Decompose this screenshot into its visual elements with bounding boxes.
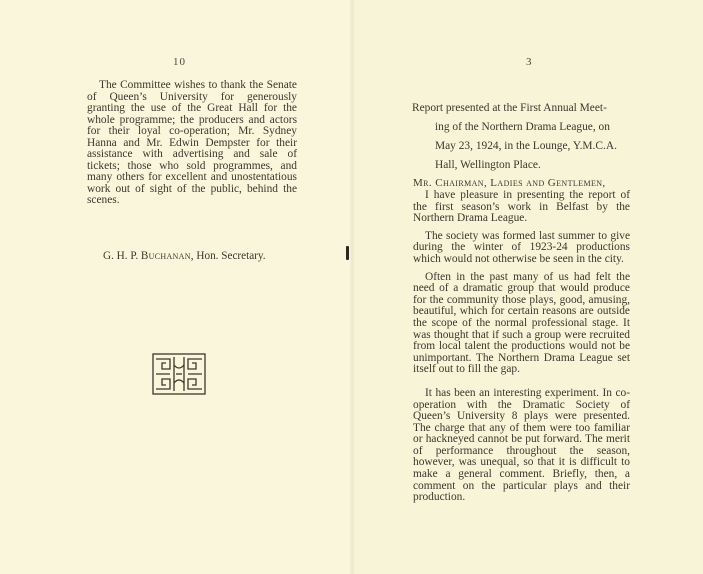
celtic-knot-ornament-icon: [152, 353, 206, 395]
margin-mark: [346, 246, 349, 260]
report-heading-line-4: Hall, Wellington Place.: [435, 159, 541, 171]
report-paragraph-2: The society was formed last summer to give during the winter of 1923-24 productions which would not otherwise be seen in the city.: [413, 229, 630, 265]
book-gutter: [349, 0, 355, 574]
report-heading-line-2: ing of the Northern Drama League, on: [435, 121, 610, 133]
signature-initials: G. H. P.: [103, 250, 139, 262]
report-heading: [412, 99, 652, 175]
report-heading-line-1: Report presented at the First Annual Meet-: [412, 102, 607, 114]
salutation: Mr. Chairman, Ladies and Gentlemen,: [413, 177, 606, 189]
report-heading-line-3: May 23, 1924, in the Lounge, Y.M.C.A.: [435, 140, 617, 152]
right-page-number: 3: [526, 56, 533, 68]
report-paragraph-3: Often in the past many of us had felt the need of a dramatic group that would produce for the community those plays, good, amusing, beautiful, which for certain reasons are outside the scope of the normal professional stage. It was thought that if such a group were recruited from local talent the productions would not be unimportant. The Northern Drama League set itself out to fill the gap.: [413, 270, 630, 376]
report-paragraph-4: It has been an interesting experiment. In co-operation with the Dramatic Society of Queen’s University 8 plays were presented. The charge that any of them were too familiar or hackneyed cannot be put forward. The merit of performance throughout the season, however, was unequal, so that it is difficult to make a general comment. Briefly, then, a comment on the particular plays and their production.: [413, 386, 630, 504]
signature-name: Buchanan: [140, 250, 191, 262]
acknowledgement-paragraph: The Committee wishes to thank the Senate of Queen’s University for generously granting the use of the Great Hall for the whole programme; the producers and actors for their loyal co-operation; Mr. Sydney Hanna and Mr. Edwin Dempster for their assistance with advertising and sale of tickets; those who sold programmes, and many others for excellent and unostentatious work out of sight of the public, behind the scenes.: [87, 79, 297, 206]
signature-line: [103, 250, 303, 262]
signature-title: , Hon. Secretary.: [190, 250, 266, 262]
report-paragraph-1: I have pleasure in presenting the report of the first season’s work in Belfast by the Northern Drama League.: [413, 189, 630, 225]
left-page-number: 10: [173, 56, 186, 68]
report-body: [413, 190, 630, 510]
